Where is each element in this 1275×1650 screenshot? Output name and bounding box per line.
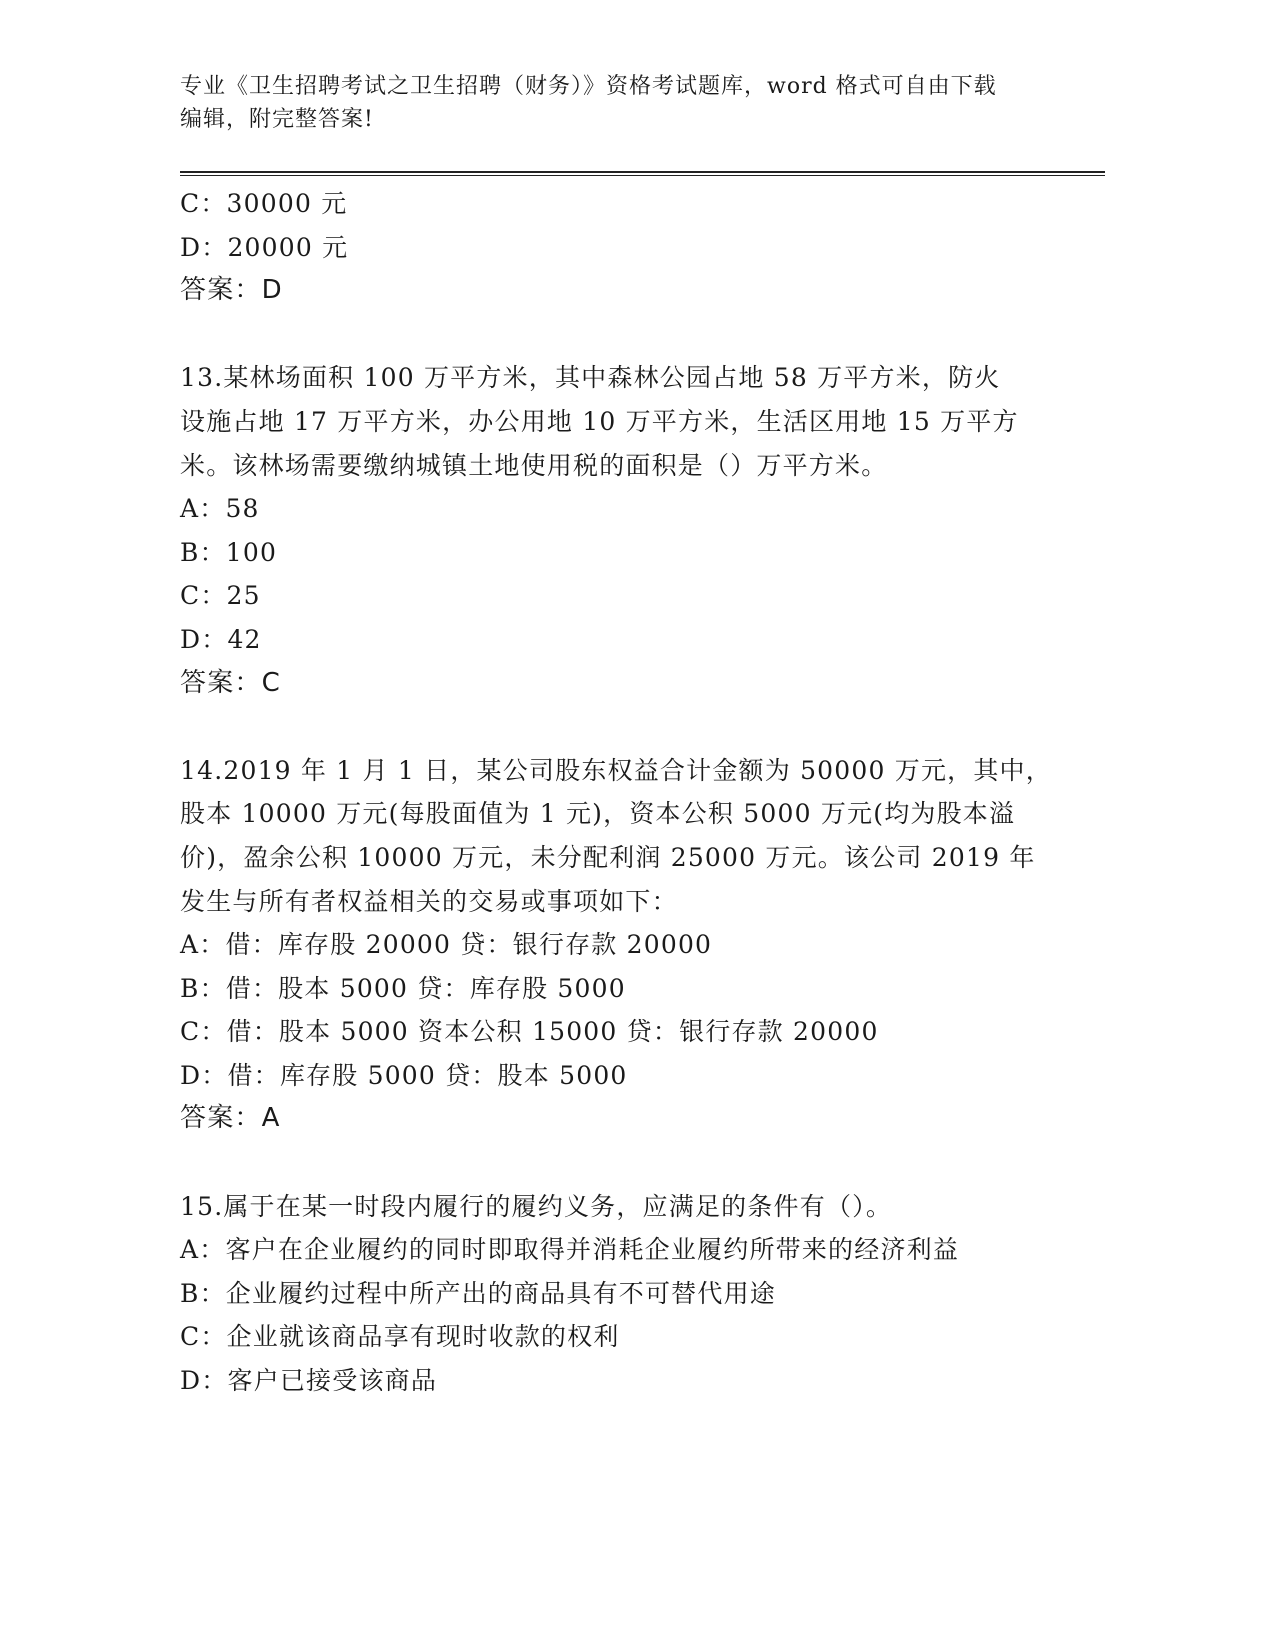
question-text-line: 14.2019 年 1 月 1 日，某公司股东权益合计金额为 50000 万元，其中， — [180, 755, 1052, 785]
question-text-line: 价)，盈余公积 10000 万元，未分配利润 25000 万元。该公司 2019 年 — [180, 842, 1036, 872]
option-a: A：58 — [180, 494, 260, 524]
spacer — [180, 1141, 1040, 1185]
option-b: B：100 — [180, 537, 278, 567]
option-d: D：借：库存股 5000 贷：股本 5000 — [180, 1060, 628, 1090]
question-text-line: 13.某林场面积 100 万平方米，其中森林公园占地 58 万平方米，防火 — [180, 363, 1001, 393]
question-14 — [180, 749, 1052, 1141]
question-text-line: 设施占地 17 万平方米，办公用地 10 万平方米，生活区用地 15 万平方 — [180, 406, 1019, 436]
option-c: C：25 — [180, 581, 261, 611]
option-a: A：客户在企业履约的同时即取得并消耗企业履约所带来的经济利益 — [180, 1235, 960, 1265]
option-d: D：客户已接受该商品 — [180, 1366, 438, 1396]
question-text-line: 米。该林场需要缴纳城镇土地使用税的面积是（）万平方米。 — [180, 450, 888, 480]
option-b: B：借：股本 5000 贷：库存股 5000 — [180, 973, 626, 1003]
option-d: D：20000 元 — [180, 232, 349, 262]
spacer — [180, 313, 1040, 357]
header-divider — [180, 171, 1105, 176]
option-c: C：30000 元 — [180, 189, 348, 218]
question-text-line: 15.属于在某一时段内履行的履约义务，应满足的条件有（）。 — [180, 1191, 893, 1221]
option-a: A：借：库存股 20000 贷：银行存款 20000 — [180, 930, 713, 960]
question-13 — [180, 356, 1040, 705]
question-text-line: 发生与所有者权益相关的交易或事项如下： — [180, 886, 678, 916]
answer-line: 答案：C — [180, 667, 281, 698]
option-d: D：42 — [180, 624, 262, 654]
header-title-line-1: 专业《卫生招聘考试之卫生招聘（财务）》资格考试题库，word 格式可自由下载 — [180, 74, 997, 99]
option-b: B：企业履约过程中所产出的商品具有不可替代用途 — [180, 1278, 776, 1308]
question-text-line: 股本 10000 万元(每股面值为 1 元)，资本公积 5000 万元(均为股本溢 — [180, 799, 1016, 829]
option-c: C：借：股本 5000 资本公积 15000 贷：银行存款 20000 — [180, 1017, 879, 1047]
answer-line: 答案：D — [180, 275, 283, 306]
question-content — [180, 182, 1052, 1403]
option-c: C：企业就该商品享有现时收款的权利 — [180, 1322, 620, 1352]
previous-question-block — [180, 182, 1040, 313]
header-title-line-2: 编辑，附完整答案! — [180, 107, 374, 132]
answer-line: 答案：A — [180, 1103, 281, 1134]
document-header — [180, 70, 1060, 136]
spacer — [180, 705, 1040, 749]
question-15 — [180, 1185, 1040, 1403]
